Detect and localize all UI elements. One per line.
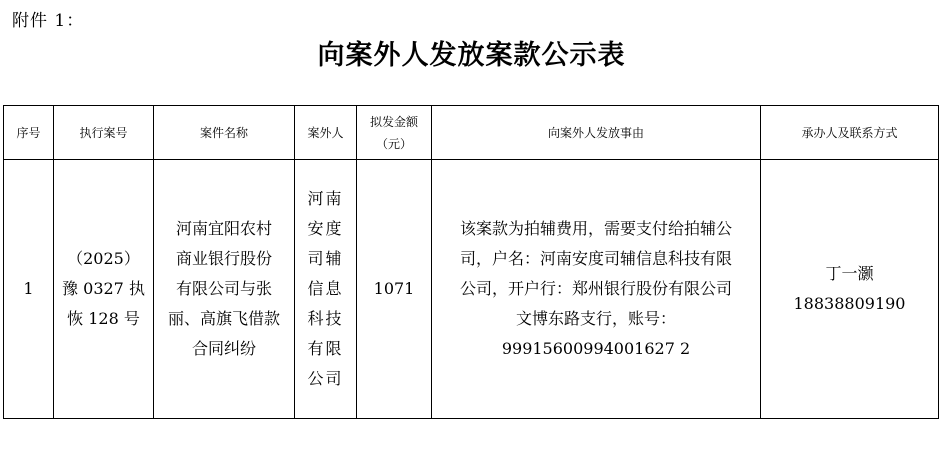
cell-reason xyxy=(432,160,761,419)
notice-table xyxy=(3,105,939,419)
reason-line: 该案款为拍辅费用，需要支付给拍辅公 xyxy=(459,219,732,238)
cell-amount: 1071 xyxy=(357,160,432,419)
page-title: 向案外人发放案款公示表 xyxy=(317,40,626,71)
table-row xyxy=(4,160,939,419)
attachment-label: 附件 1： xyxy=(12,11,85,31)
header-contact: 承办人及联系方式 xyxy=(761,106,939,160)
header-outsider: 案外人 xyxy=(295,106,357,160)
header-index: 序号 xyxy=(4,106,54,160)
table-header-row xyxy=(4,106,939,160)
contact-name: 丁一灏 xyxy=(825,264,874,283)
outsider-line: 有限 xyxy=(307,339,344,358)
case-name-line: 河南宜阳农村 xyxy=(175,219,272,238)
reason-line: 司，户名：河南安度司辅信息科技有限 xyxy=(459,249,732,268)
outsider-line: 科技 xyxy=(307,309,344,328)
cell-index: 1 xyxy=(4,160,54,419)
case-no-line: 恢 128 号 xyxy=(67,309,140,328)
case-no-line: （2025） xyxy=(67,249,140,268)
header-amount-unit: （元） xyxy=(375,136,412,151)
case-no-line: 豫 0327 执 xyxy=(62,279,145,298)
outsider-line: 安度 xyxy=(307,219,344,238)
contact-phone: 18838809190 xyxy=(793,294,906,313)
header-case-no: 执行案号 xyxy=(54,106,154,160)
cell-contact xyxy=(761,160,939,419)
header-amount xyxy=(357,106,432,160)
cell-case-no xyxy=(54,160,154,419)
header-reason: 向案外人发放事由 xyxy=(432,106,761,160)
case-name-line: 丽、高旗飞借款 xyxy=(167,309,280,328)
cell-case-name xyxy=(154,160,295,419)
outsider-line: 司辅 xyxy=(307,249,344,268)
case-name-line: 合同纠纷 xyxy=(191,339,256,358)
header-amount-line: 拟发金额 xyxy=(369,114,418,129)
outsider-line: 信息 xyxy=(307,279,344,298)
case-name-line: 有限公司与张 xyxy=(175,279,272,298)
case-name-line: 商业银行股份 xyxy=(175,249,272,268)
reason-line: 文博东路支行，账号： xyxy=(515,309,676,328)
outsider-line: 河南 xyxy=(307,189,344,208)
reason-line: 99915600994001627 2 xyxy=(501,339,691,358)
header-case-name: 案件名称 xyxy=(154,106,295,160)
outsider-line: 公司 xyxy=(307,369,344,388)
reason-line: 公司，开户行：郑州银行股份有限公司 xyxy=(459,279,732,298)
cell-outsider xyxy=(295,160,357,419)
